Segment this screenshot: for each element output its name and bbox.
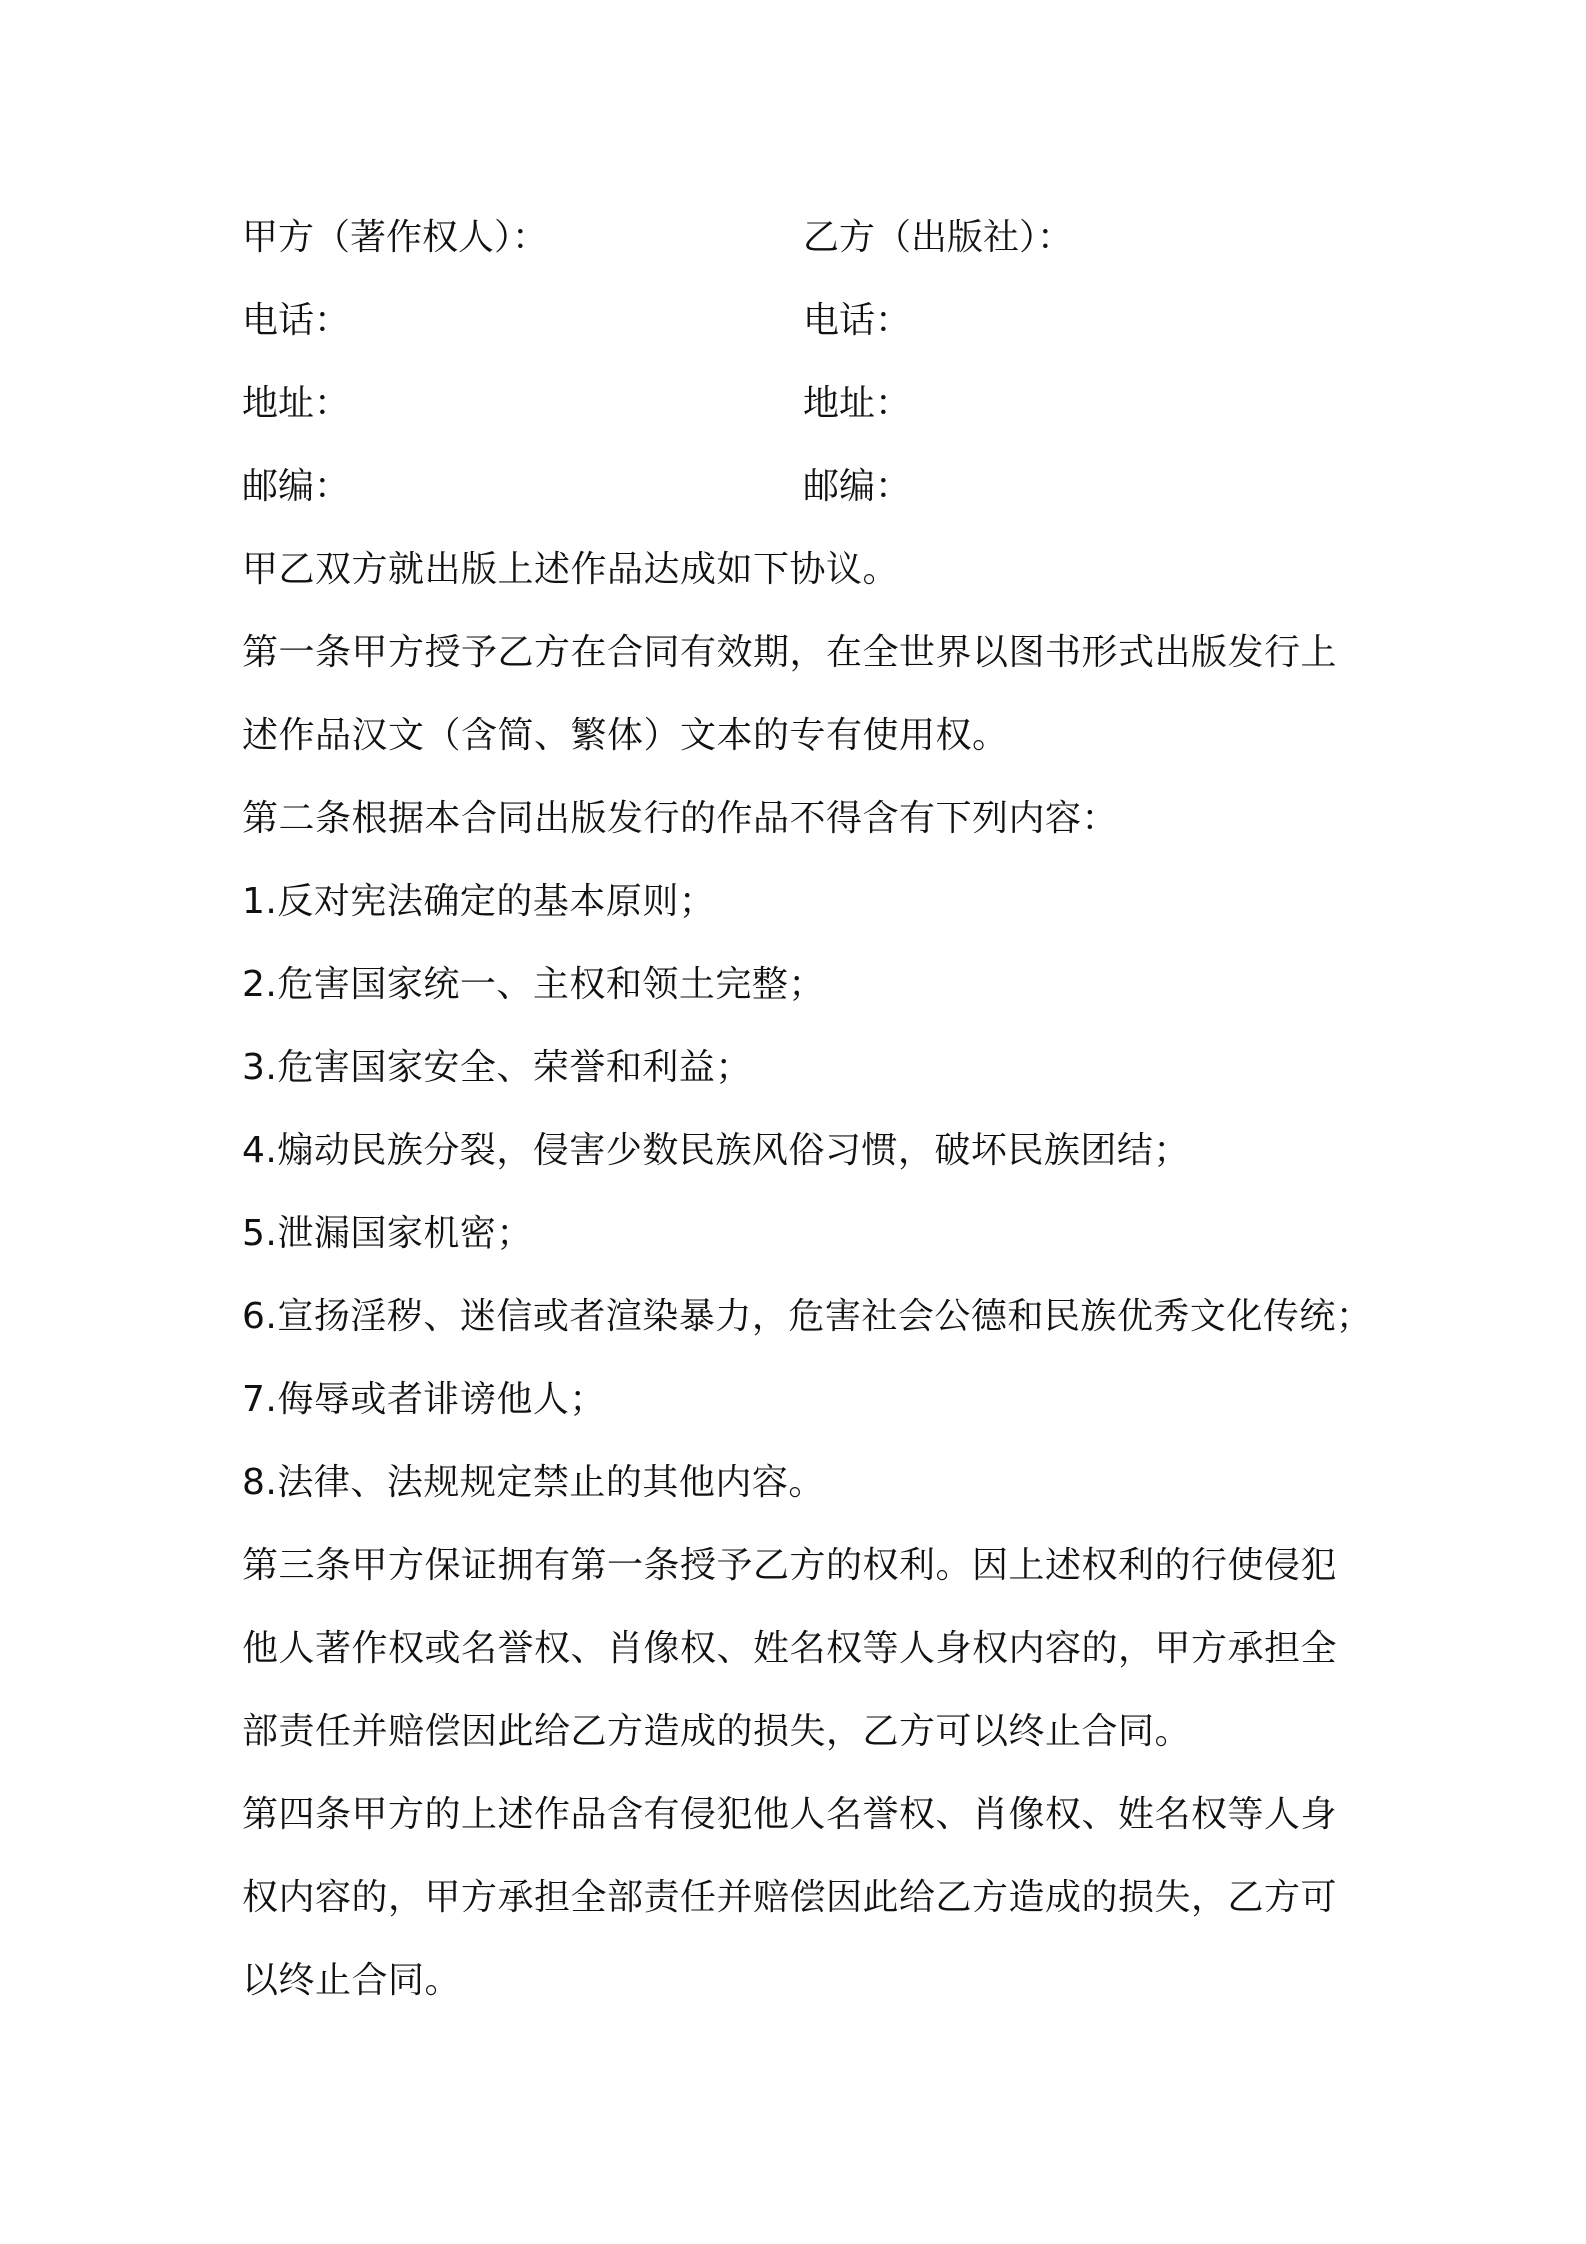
document-content (242, 196, 1373, 2022)
party-a-postcode-label: 邮编： (242, 466, 351, 507)
party-b-postcode-label: 邮编： (803, 466, 912, 507)
article-4-line-1: 第四条甲方的上述作品含有侵犯他人名誉权、肖像权、姓名权等人身 (242, 1794, 1338, 1835)
list-item (242, 1109, 1362, 1192)
party-b-address-label: 地址： (803, 383, 912, 424)
list-item (242, 1275, 1373, 1358)
list-item-6: 6.宣扬淫秽、迷信或者渲染暴力，危害社会公德和民族优秀文化传统； (242, 1296, 1373, 1337)
intro-paragraph (242, 528, 1362, 611)
list-item (242, 860, 1362, 943)
article-4 (242, 1773, 1362, 2022)
postcode-row (242, 445, 1362, 528)
article-4-line-3: 以终止合同。 (242, 1960, 462, 2001)
prohibited-content-list (242, 860, 1373, 1524)
article-4-line-2: 权内容的，甲方承担全部责任并赔偿因此给乙方造成的损失，乙方可 (242, 1877, 1338, 1918)
list-item-7: 7.侮辱或者诽谤他人； (242, 1379, 606, 1420)
article-1-line-2: 述作品汉文（含简、繁体）文本的专有使用权。 (242, 715, 1009, 756)
article-1-line-1: 第一条甲方授予乙方在合同有效期，在全世界以图书形式出版发行上 (242, 632, 1338, 673)
party-a-label: 甲方（著作权人）： (242, 217, 549, 258)
phone-row (242, 279, 1362, 362)
list-item (242, 1358, 1362, 1441)
article-1 (242, 611, 1362, 777)
list-item (242, 1026, 1362, 1109)
list-item-2: 2.危害国家统一、主权和领土完整； (242, 964, 825, 1005)
list-item (242, 943, 1362, 1026)
list-item (242, 1192, 1362, 1275)
list-item-8: 8.法律、法规规定禁止的其他内容。 (242, 1462, 825, 1503)
article-3-line-2: 他人著作权或名誉权、肖像权、姓名权等人身权内容的，甲方承担全 (242, 1628, 1338, 1669)
party-a-address-label: 地址： (242, 383, 351, 424)
list-item-4: 4.煽动民族分裂，侵害少数民族风俗习惯，破坏民族团结； (242, 1130, 1190, 1171)
party-header-row (242, 196, 1362, 279)
article-3-line-1: 第三条甲方保证拥有第一条授予乙方的权利。因上述权利的行使侵犯 (242, 1545, 1338, 1586)
article-3-line-3: 部责任并赔偿因此给乙方造成的损失，乙方可以终止合同。 (242, 1711, 1192, 1752)
list-item-3: 3.危害国家安全、荣誉和利益； (242, 1047, 752, 1088)
list-item (242, 1441, 1362, 1524)
party-a-phone-label: 电话： (242, 300, 351, 341)
list-item-5: 5.泄漏国家机密； (242, 1213, 533, 1254)
party-b-phone-label: 电话： (803, 300, 912, 341)
intro-line: 甲乙双方就出版上述作品达成如下协议。 (242, 549, 900, 590)
list-item-1: 1.反对宪法确定的基本原则； (242, 881, 716, 922)
article-2 (242, 777, 1362, 860)
article-2-line: 第二条根据本合同出版发行的作品不得含有下列内容： (242, 798, 1119, 839)
address-row (242, 362, 1362, 445)
party-b-label: 乙方（出版社）： (803, 217, 1074, 258)
article-3 (242, 1524, 1362, 1773)
